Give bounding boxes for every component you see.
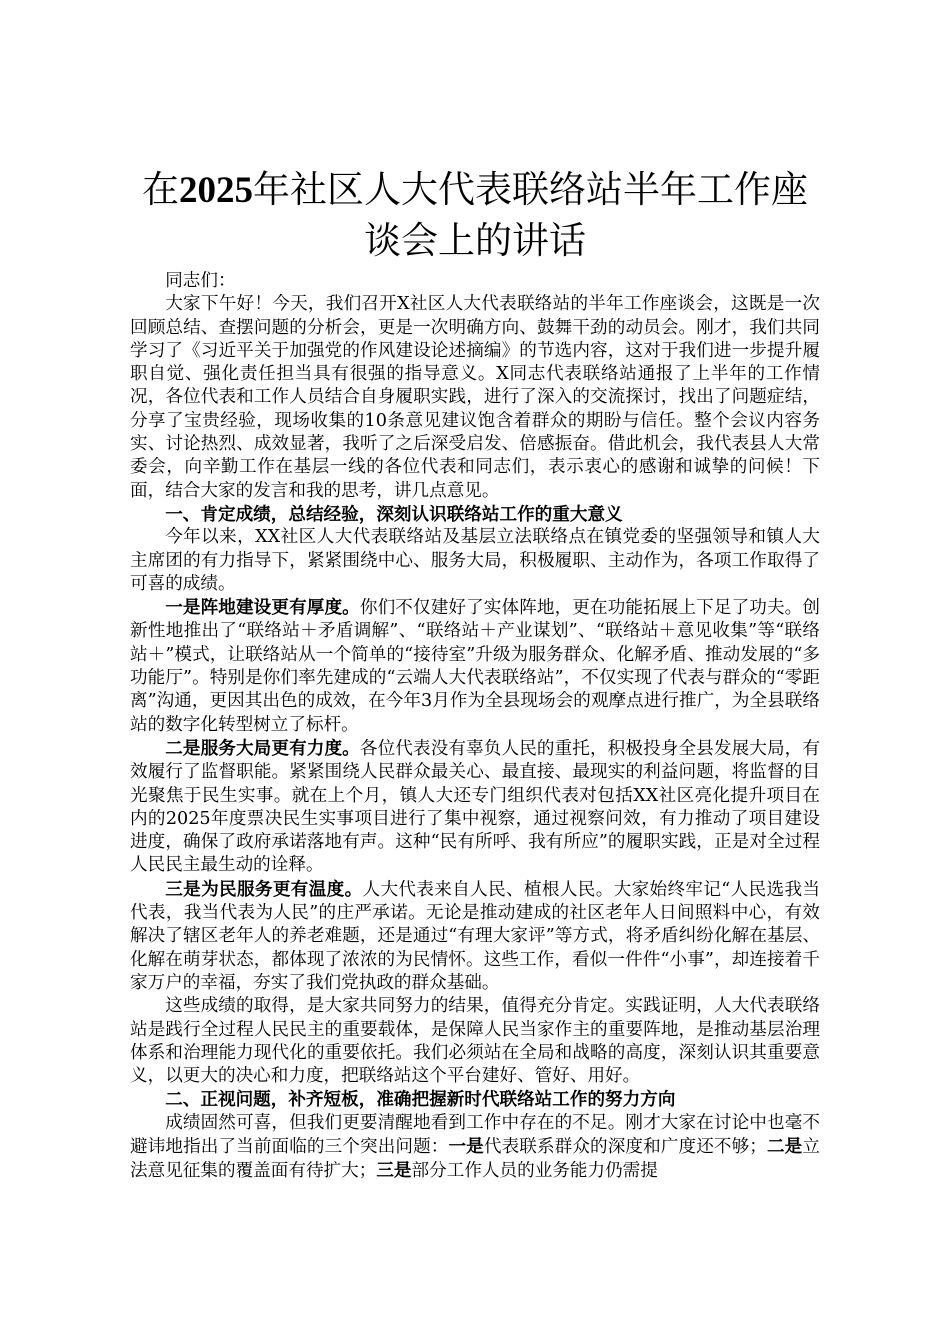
problems-intro: 成绩固然可喜，但我们更要清醒地看到工作中存在的不足。刚才大家在讨论中也毫不避讳地指出了当前面临的三个突出问题： bbox=[130, 1112, 820, 1157]
paragraph-point-1 bbox=[130, 596, 820, 737]
paragraph-intro: 大家下午好！今天，我们召开X社区人大代表联络站的半年工作座谈会，这既是一次回顾总结、查摆问题的分析会，更是一次明确方向、鼓舞干劲的动员会。刚才，我们共同学习了《习近平关于加强党的作风建设论述摘编》的节选内容，这对于我们进一步提升履职自觉、强化责任担当具有很强的指导意义。X同志代表联络站通报了上半年的工作情况，各位代表和工作人员结合自身履职实践，进行了深入的交流探讨，找出了问题症结，分享了宝贵经验，现场收集的10条意见建议饱含着群众的期盼与信任。整个会议内容务实、讨论热烈、成效显著，我听了之后深受启发、倍感振奋。借此机会，我代表县人大常委会，向辛勤工作在基层一线的各位代表和同志们，表示衷心的感谢和诚挚的问候！下面，结合大家的发言和我的思考，讲几点意见。 bbox=[130, 294, 820, 501]
problem-3-text: 部分工作人员的业务能力仍需提 bbox=[411, 1161, 658, 1182]
paragraph-summary: 这些成绩的取得，是大家共同努力的结果，值得充分肯定。实践证明，人大代表联络站是践行全过程人民民主的重要载体，是保障人民当家作主的重要阵地，是推动基层治理体系和治理能力现代化的重要依托。我们必须站在全局和战略的高度，深刻认识其重要意义，以更大的决心和力度，把联络站这个平台建好、管好、用好。 bbox=[130, 996, 820, 1087]
salutation: 同志们： bbox=[165, 271, 236, 291]
problem-1-text: 代表联系群众的深度和广度还不够； bbox=[483, 1136, 767, 1157]
paragraph-achievements: 今年以来，XX社区人大代表联络站及基层立法联络点在镇党委的坚强领导和镇人大主席团的有力指导下，紧紧围绕中心、服务大局，积极履职、主动作为，各项工作取得了可喜的成绩。 bbox=[130, 527, 820, 594]
point-1-text: 你们不仅建好了实体阵地，更在功能拓展上下足了功夫。创新性地推出了“联络站＋矛盾调解”、“联络站＋产业谋划”、“联络站＋意见收集”等“联络站＋”模式，让联络站从一个简单的“接待室”升级为服务群众、化解矛盾、推动发展的“多功能厅”。特别是你们率先建成的“云端人大代表联络站”，不仅实现了代表与群众的“零距离”沟通，更因其出色的成效，在今年3月作为全县现场会的观摩点进行推广，为全县联络站的数字化转型树立了标杆。 bbox=[130, 598, 820, 735]
section-heading-2: 二、正视问题，补齐短板，准确把握新时代联络站工作的努力方向 bbox=[165, 1089, 676, 1111]
paragraph-point-3 bbox=[130, 878, 820, 995]
document-title bbox=[130, 165, 820, 266]
paragraph-problems bbox=[130, 1112, 820, 1184]
point-3-lead: 三是为民服务更有温度。 bbox=[165, 878, 363, 900]
title-suffix: 年社区人大代表联络站半年工作座谈会上的讲话 bbox=[253, 168, 808, 262]
title-prefix: 在 bbox=[142, 168, 179, 211]
title-year: 2025 bbox=[179, 170, 253, 211]
document-page bbox=[130, 165, 820, 1184]
problem-2-lead: 二是 bbox=[766, 1135, 803, 1157]
point-2-text: 各位代表没有辜负人民的重托，积极投身全县发展大局，有效履行了监督职能。紧紧围绕人民群众最关心、最直接、最现实的利益问题，将监督的目光聚焦于民生实事。就在上个月，镇人大还专门组织代表对包括XX社区亮化提升项目在内的2025年度票决民生实事项目进行了集中视察，通过视察问效，有力推动了项目建设进度，确保了政府承诺落地有声。这种“民有所呼、我有所应”的履职实践，正是对全过程人民民主最生动的诠释。 bbox=[130, 738, 820, 876]
problem-3-lead: 三是 bbox=[376, 1160, 412, 1182]
point-1-lead: 一是阵地建设更有厚度。 bbox=[165, 597, 360, 619]
problem-1-lead: 一是 bbox=[448, 1135, 484, 1157]
paragraph-point-2 bbox=[130, 737, 820, 878]
problem-2-text: 立法意见征集的覆盖面有待扩大； bbox=[130, 1136, 820, 1182]
point-2-lead: 二是服务大局更有力度。 bbox=[165, 737, 360, 759]
point-3-text: 人大代表来自人民、植根人民。大家始终牢记“人民选我当代表，我当代表为人民”的庄严承诺。无论是推动建成的社区老年人日间照料中心，有效解决了辖区老年人的养老难题，还是通过“有理大家评”等方式，将矛盾纠纷化解在基层、化解在萌芽状态，都体现了浓浓的为民情怀。这些工作，看似一件件“小事”，却连接着千家万户的幸福，夯实了我们党执政的群众基础。 bbox=[130, 879, 820, 993]
section-heading-1: 一、肯定成绩，总结经验，深刻认识联络站工作的重大意义 bbox=[165, 503, 623, 525]
